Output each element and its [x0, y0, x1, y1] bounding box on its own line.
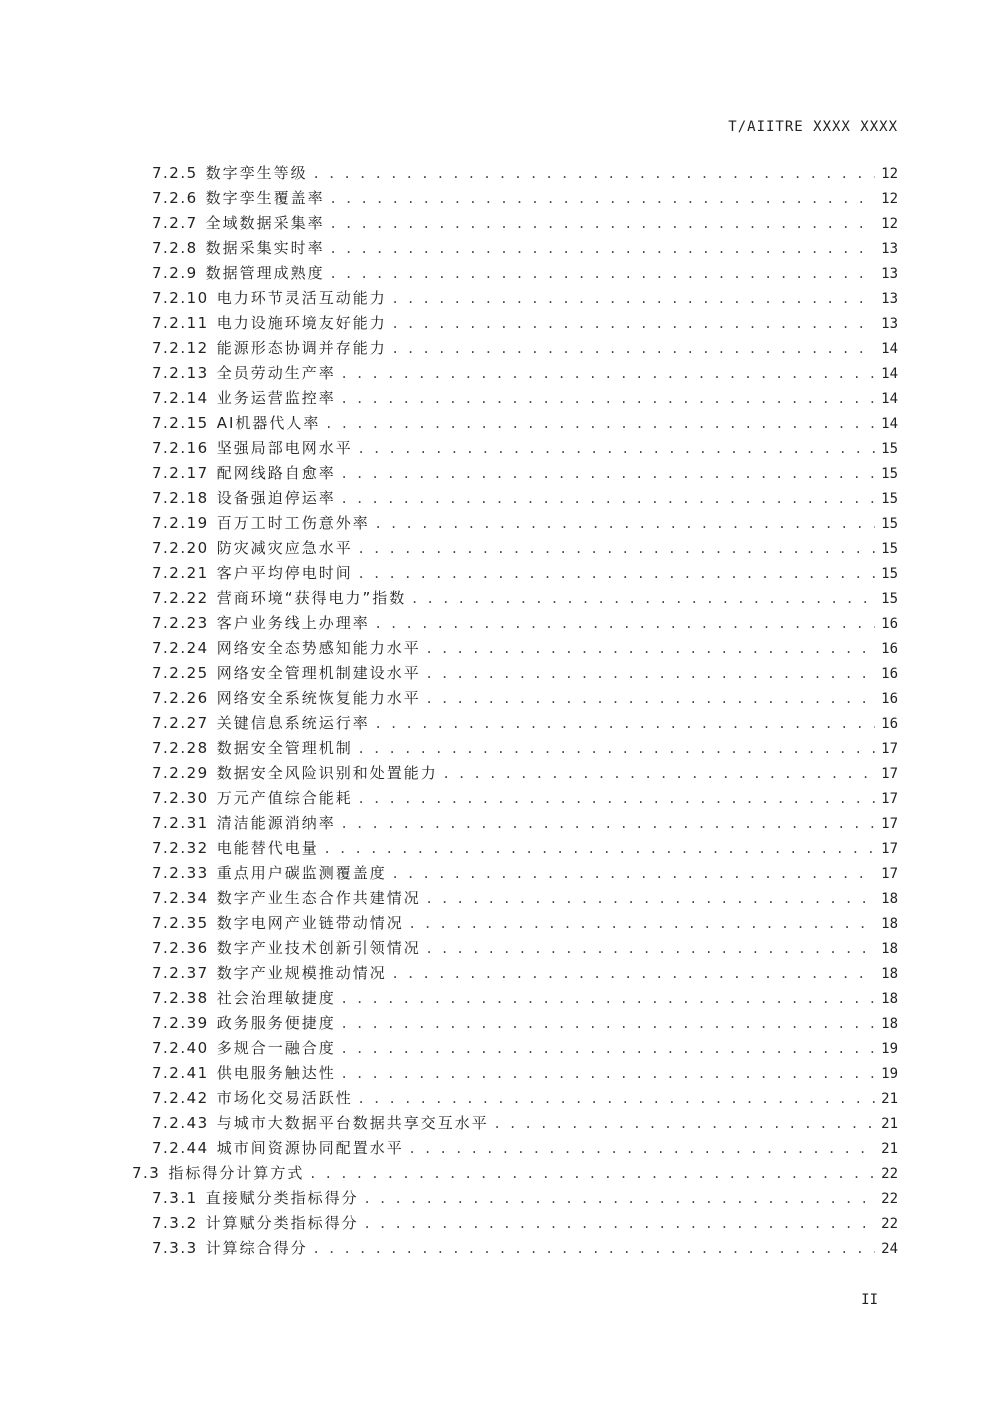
toc-entry-page: 16 [881, 666, 898, 682]
toc-dot-leader [365, 1189, 875, 1207]
toc-entry-title: 多规合一融合度 [216, 1039, 336, 1057]
toc-entry-page: 12 [881, 191, 898, 207]
toc-dot-leader [342, 364, 875, 382]
toc-entry-title: AI机器代人率 [216, 414, 321, 432]
toc-entry[interactable] [132, 1162, 898, 1187]
toc-entry-title: 业务运营监控率 [216, 389, 336, 407]
toc-entry-title: 客户平均停电时间 [216, 564, 353, 582]
toc-entry-number: 7.2.40 [152, 1039, 209, 1057]
toc-entry-page: 21 [881, 1141, 898, 1157]
toc-entry[interactable] [132, 487, 898, 512]
toc-entry-title: 重点用户碳监测覆盖度 [216, 864, 387, 882]
toc-dot-leader [359, 739, 875, 757]
toc-entry[interactable] [132, 687, 898, 712]
toc-entry-number: 7.2.12 [152, 339, 209, 357]
toc-entry-page: 14 [881, 391, 898, 407]
toc-entry[interactable] [132, 1212, 898, 1237]
toc-dot-leader [393, 864, 875, 882]
toc-dot-leader [393, 314, 875, 332]
toc-entry[interactable] [132, 437, 898, 462]
toc-entry-title: 直接赋分类指标得分 [205, 1189, 359, 1207]
toc-entry-page: 16 [881, 641, 898, 657]
toc-entry-page: 19 [881, 1066, 898, 1082]
toc-entry[interactable] [132, 562, 898, 587]
toc-entry[interactable] [132, 912, 898, 937]
toc-entry-page: 13 [881, 291, 898, 307]
page-number: II [861, 1292, 878, 1308]
toc-entry[interactable] [132, 787, 898, 812]
toc-dot-leader [359, 1089, 875, 1107]
toc-entry-number: 7.2.20 [152, 539, 209, 557]
toc-dot-leader [393, 289, 875, 307]
toc-entry-page: 24 [881, 1241, 898, 1257]
toc-entry-number: 7.2.10 [152, 289, 209, 307]
toc-dot-leader [342, 389, 875, 407]
toc-entry[interactable] [132, 762, 898, 787]
toc-dot-leader [310, 1164, 875, 1182]
toc-entry-title: 数字产业规模推动情况 [216, 964, 387, 982]
toc-entry[interactable] [132, 837, 898, 862]
toc-dot-leader [314, 164, 875, 182]
toc-entry-page: 16 [881, 691, 898, 707]
toc-dot-leader [427, 939, 875, 957]
toc-entry-page: 13 [881, 241, 898, 257]
toc-entry-page: 14 [881, 341, 898, 357]
toc-entry-page: 19 [881, 1041, 898, 1057]
toc-dot-leader [331, 189, 875, 207]
toc-entry-number: 7.2.16 [152, 439, 209, 457]
toc-entry-page: 15 [881, 591, 898, 607]
toc-entry-number: 7.2.37 [152, 964, 209, 982]
toc-entry-page: 15 [881, 441, 898, 457]
toc-entry-title: 清洁能源消纳率 [216, 814, 336, 832]
toc-entry-title: 网络安全管理机制建设水平 [216, 664, 421, 682]
toc-dot-leader [365, 1214, 875, 1232]
toc-entry-number: 7.2.8 [152, 239, 198, 257]
toc-dot-leader [393, 964, 875, 982]
toc-entry-title: 数字电网产业链带动情况 [216, 914, 404, 932]
toc-entry-number: 7.2.14 [152, 389, 209, 407]
toc-entry-title: 数据采集实时率 [205, 239, 325, 257]
toc-entry-title: 计算综合得分 [205, 1239, 308, 1257]
toc-entry-number: 7.2.28 [152, 739, 209, 757]
toc-entry-number: 7.2.36 [152, 939, 209, 957]
toc-dot-leader [376, 614, 875, 632]
toc-entry-title: 客户业务线上办理率 [216, 614, 370, 632]
toc-entry-title: 数字孪生等级 [205, 164, 308, 182]
toc-entry-number: 7.2.34 [152, 889, 209, 907]
toc-entry[interactable] [132, 612, 898, 637]
toc-entry[interactable] [132, 337, 898, 362]
toc-entry[interactable] [132, 812, 898, 837]
toc-dot-leader [427, 889, 875, 907]
toc-entry-page: 21 [881, 1091, 898, 1107]
toc-entry-title: 万元产值综合能耗 [216, 789, 353, 807]
toc-entry-number: 7.2.35 [152, 914, 209, 932]
toc-entry-title: 数据安全管理机制 [216, 739, 353, 757]
toc-entry-number: 7.2.18 [152, 489, 209, 507]
toc-entry-page: 18 [881, 991, 898, 1007]
toc-entry-number: 7.2.21 [152, 564, 209, 582]
toc-entry[interactable] [132, 962, 898, 987]
toc-entry-number: 7.2.9 [152, 264, 198, 282]
document-code-header: T/AIITRE XXXX XXXX [728, 119, 898, 135]
toc-entry-number: 7.3.3 [152, 1239, 198, 1257]
toc-entry-title: 百万工时工伤意外率 [216, 514, 370, 532]
toc-entry-number: 7.2.31 [152, 814, 209, 832]
toc-entry-number: 7.2.25 [152, 664, 209, 682]
toc-entry-page: 14 [881, 366, 898, 382]
toc-entry-number: 7.2.6 [152, 189, 198, 207]
toc-dot-leader [410, 914, 875, 932]
toc-entry-title: 坚强局部电网水平 [216, 439, 353, 457]
table-of-contents [132, 162, 898, 1262]
toc-entry[interactable] [132, 737, 898, 762]
toc-entry-number: 7.2.44 [152, 1139, 209, 1157]
toc-entry-title: 市场化交易活跃性 [216, 1089, 353, 1107]
toc-entry-page: 17 [881, 766, 898, 782]
toc-entry-title: 营商环境“获得电力”指数 [216, 589, 407, 607]
toc-entry-number: 7.2.32 [152, 839, 209, 857]
toc-dot-leader [412, 589, 875, 607]
toc-entry-page: 22 [881, 1191, 898, 1207]
toc-entry-page: 17 [881, 816, 898, 832]
toc-entry[interactable] [132, 1062, 898, 1087]
toc-entry[interactable] [132, 937, 898, 962]
toc-entry[interactable] [132, 362, 898, 387]
toc-entry[interactable] [132, 1137, 898, 1162]
toc-entry-page: 16 [881, 716, 898, 732]
toc-entry-title: 配网线路自愈率 [216, 464, 336, 482]
toc-entry-page: 14 [881, 416, 898, 432]
toc-entry[interactable] [132, 1012, 898, 1037]
toc-entry[interactable] [132, 512, 898, 537]
toc-entry-page: 16 [881, 616, 898, 632]
toc-entry-page: 18 [881, 1016, 898, 1032]
toc-entry-number: 7.2.13 [152, 364, 209, 382]
toc-entry-number: 7.2.39 [152, 1014, 209, 1032]
toc-entry[interactable] [132, 412, 898, 437]
toc-entry-title: 全域数据采集率 [205, 214, 325, 232]
toc-entry-number: 7.2.30 [152, 789, 209, 807]
toc-entry[interactable] [132, 862, 898, 887]
toc-entry-title: 能源形态协调并存能力 [216, 339, 387, 357]
toc-dot-leader [342, 1039, 875, 1057]
toc-entry-page: 15 [881, 491, 898, 507]
toc-entry-number: 7.2.29 [152, 764, 209, 782]
toc-entry-number: 7.2.22 [152, 589, 209, 607]
toc-entry[interactable] [132, 987, 898, 1012]
toc-entry-title: 关键信息系统运行率 [216, 714, 370, 732]
toc-entry-title: 数字产业技术创新引领情况 [216, 939, 421, 957]
toc-dot-leader [359, 539, 875, 557]
toc-entry-page: 17 [881, 791, 898, 807]
toc-entry-page: 18 [881, 941, 898, 957]
toc-dot-leader [359, 789, 875, 807]
toc-entry[interactable] [132, 537, 898, 562]
toc-entry[interactable] [132, 237, 898, 262]
toc-entry-page: 21 [881, 1116, 898, 1132]
toc-entry-page: 18 [881, 916, 898, 932]
toc-entry-page: 15 [881, 466, 898, 482]
toc-entry[interactable] [132, 287, 898, 312]
toc-dot-leader [342, 1064, 875, 1082]
toc-dot-leader [427, 689, 875, 707]
toc-entry-page: 17 [881, 841, 898, 857]
toc-entry[interactable] [132, 312, 898, 337]
toc-entry-title: 数据安全风险识别和处置能力 [216, 764, 438, 782]
toc-entry[interactable] [132, 162, 898, 187]
toc-dot-leader [359, 439, 875, 457]
toc-entry-title: 指标得分计算方式 [168, 1164, 305, 1182]
toc-entry-number: 7.2.7 [152, 214, 198, 232]
toc-entry-title: 政务服务便捷度 [216, 1014, 336, 1032]
toc-dot-leader [359, 564, 875, 582]
toc-entry-page: 13 [881, 266, 898, 282]
toc-dot-leader [342, 464, 875, 482]
toc-dot-leader [427, 664, 875, 682]
toc-entry-page: 18 [881, 966, 898, 982]
toc-entry[interactable] [132, 887, 898, 912]
toc-dot-leader [326, 414, 875, 432]
toc-entry[interactable] [132, 262, 898, 287]
toc-dot-leader [376, 714, 875, 732]
toc-entry[interactable] [132, 1237, 898, 1262]
toc-entry-title: 计算赋分类指标得分 [205, 1214, 359, 1232]
toc-dot-leader [444, 764, 875, 782]
toc-dot-leader [331, 264, 875, 282]
toc-dot-leader [410, 1139, 875, 1157]
toc-entry-page: 17 [881, 866, 898, 882]
toc-entry[interactable] [132, 587, 898, 612]
toc-entry-title: 数字孪生覆盖率 [205, 189, 325, 207]
toc-dot-leader [427, 639, 875, 657]
toc-entry-page: 22 [881, 1216, 898, 1232]
toc-entry-title: 社会治理敏捷度 [216, 989, 336, 1007]
toc-entry-title: 供电服务触达性 [216, 1064, 336, 1082]
toc-entry[interactable] [132, 1037, 898, 1062]
toc-dot-leader [314, 1239, 875, 1257]
toc-entry-title: 电力设施环境友好能力 [216, 314, 387, 332]
toc-dot-leader [342, 1014, 875, 1032]
toc-entry[interactable] [132, 1187, 898, 1212]
toc-entry-page: 22 [881, 1166, 898, 1182]
toc-entry-number: 7.3 [132, 1164, 161, 1182]
toc-entry-title: 数字产业生态合作共建情况 [216, 889, 421, 907]
toc-entry-number: 7.2.24 [152, 639, 209, 657]
toc-entry-title: 网络安全系统恢复能力水平 [216, 689, 421, 707]
toc-entry[interactable] [132, 712, 898, 737]
toc-entry-number: 7.2.15 [152, 414, 209, 432]
toc-entry-title: 全员劳动生产率 [216, 364, 336, 382]
toc-entry-title: 城市间资源协同配置水平 [216, 1139, 404, 1157]
toc-entry-number: 7.2.43 [152, 1114, 209, 1132]
toc-entry-number: 7.3.2 [152, 1214, 198, 1232]
toc-entry-number: 7.2.26 [152, 689, 209, 707]
toc-entry-title: 防灾减灾应急水平 [216, 539, 353, 557]
toc-entry[interactable] [132, 212, 898, 237]
toc-entry[interactable] [132, 1112, 898, 1137]
toc-entry-page: 12 [881, 166, 898, 182]
toc-entry-number: 7.2.42 [152, 1089, 209, 1107]
toc-entry-number: 7.2.17 [152, 464, 209, 482]
toc-entry-page: 13 [881, 316, 898, 332]
toc-entry[interactable] [132, 1087, 898, 1112]
toc-entry-number: 7.2.27 [152, 714, 209, 732]
toc-entry-number: 7.2.19 [152, 514, 209, 532]
toc-entry[interactable] [132, 187, 898, 212]
toc-dot-leader [393, 339, 875, 357]
toc-entry-title: 网络安全态势感知能力水平 [216, 639, 421, 657]
toc-entry-page: 15 [881, 541, 898, 557]
toc-dot-leader [325, 839, 875, 857]
toc-dot-leader [342, 814, 875, 832]
toc-dot-leader [376, 514, 875, 532]
toc-entry-number: 7.2.11 [152, 314, 209, 332]
toc-dot-leader [495, 1114, 875, 1132]
toc-entry-page: 17 [881, 741, 898, 757]
toc-entry-number: 7.3.1 [152, 1189, 198, 1207]
toc-entry[interactable] [132, 637, 898, 662]
toc-entry[interactable] [132, 387, 898, 412]
toc-entry-page: 12 [881, 216, 898, 232]
toc-entry-page: 18 [881, 891, 898, 907]
toc-entry-page: 15 [881, 566, 898, 582]
toc-entry-number: 7.2.5 [152, 164, 198, 182]
toc-entry-number: 7.2.38 [152, 989, 209, 1007]
toc-entry-number: 7.2.23 [152, 614, 209, 632]
toc-entry-title: 设备强迫停运率 [216, 489, 336, 507]
toc-entry[interactable] [132, 662, 898, 687]
toc-dot-leader [331, 239, 875, 257]
toc-entry-title: 电力环节灵活互动能力 [216, 289, 387, 307]
toc-dot-leader [342, 489, 875, 507]
toc-entry-title: 数据管理成熟度 [205, 264, 325, 282]
toc-entry-number: 7.2.41 [152, 1064, 209, 1082]
toc-entry[interactable] [132, 462, 898, 487]
toc-entry-title: 电能替代电量 [216, 839, 319, 857]
toc-dot-leader [331, 214, 875, 232]
toc-entry-number: 7.2.33 [152, 864, 209, 882]
toc-entry-title: 与城市大数据平台数据共享交互水平 [216, 1114, 489, 1132]
toc-dot-leader [342, 989, 875, 1007]
toc-entry-page: 15 [881, 516, 898, 532]
